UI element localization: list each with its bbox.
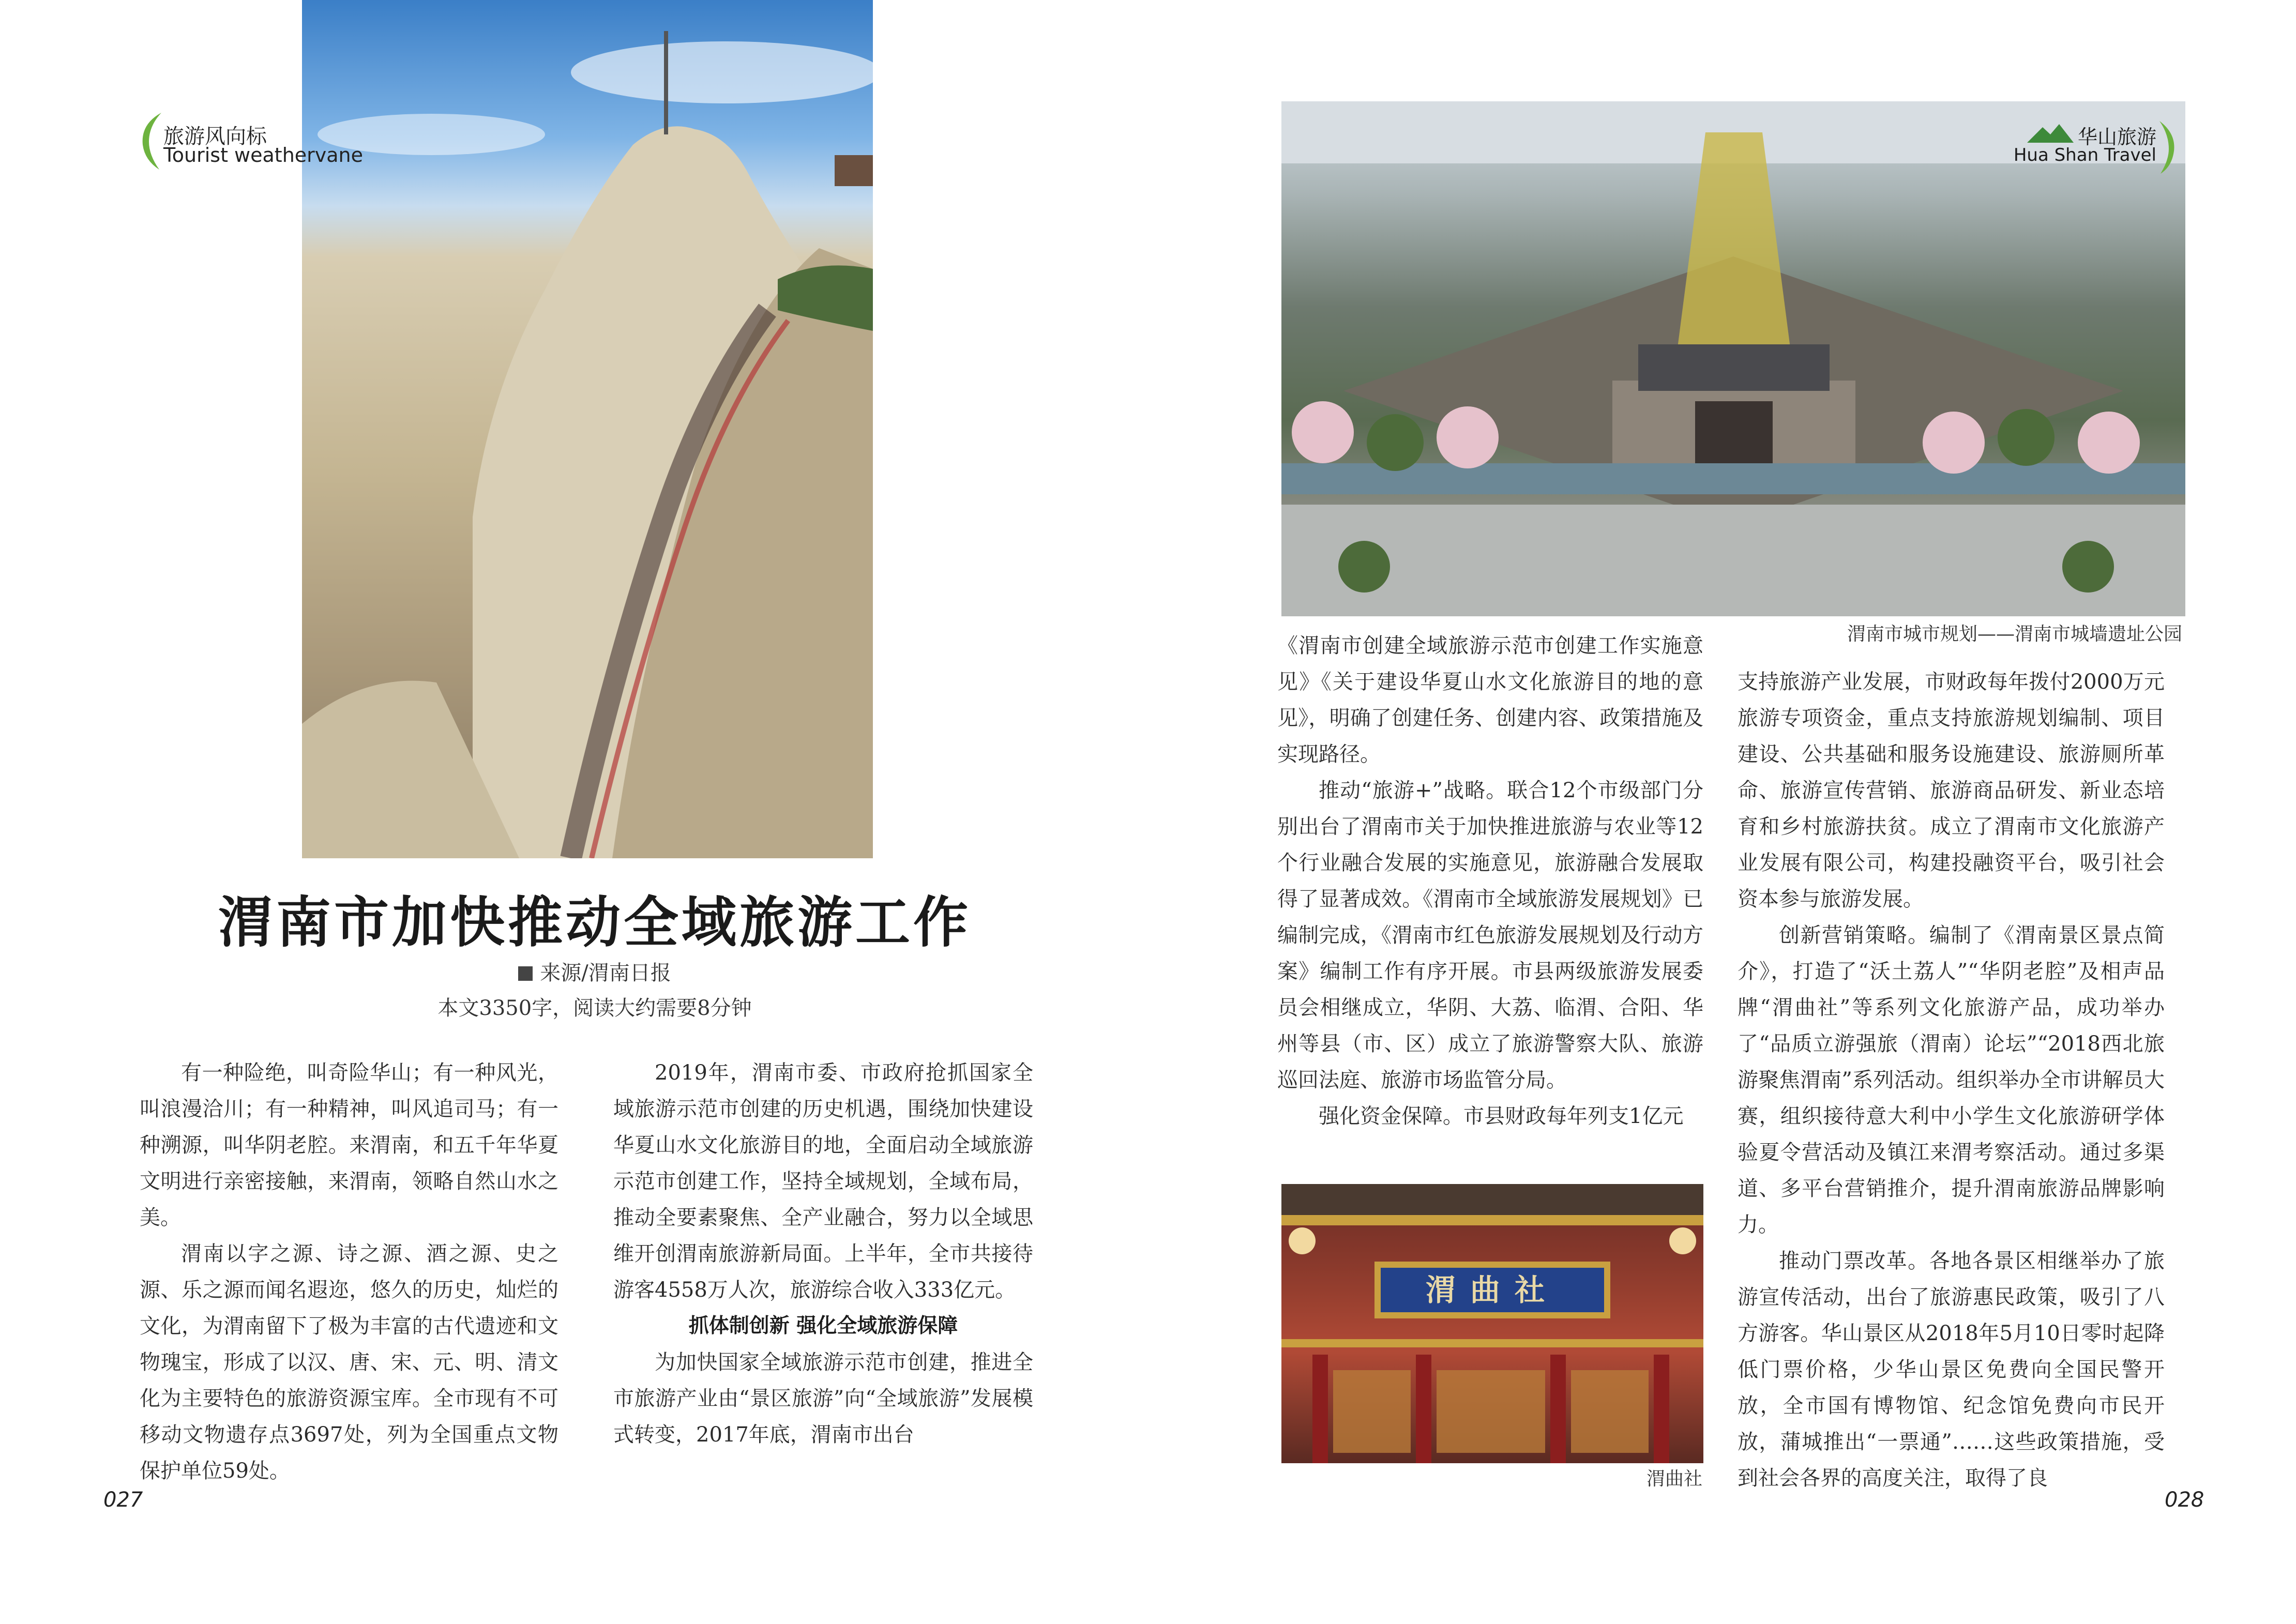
- brand-logo: [2006, 118, 2177, 180]
- weiqushe-photo: [1281, 1184, 1703, 1463]
- section-heading: 抓体制创新 强化全域旅游保障: [688, 1314, 958, 1338]
- weiqushe-caption: 渭曲社: [1646, 1468, 1702, 1490]
- paragraph: 《渭南市创建全域旅游示范市创建工作实施意见》《关于建设华夏山水文化旅游目的地的意见》，明确了创建任务、创建内容、政策措施及实现路径。: [1277, 634, 1703, 766]
- column-3: [1277, 628, 1703, 1134]
- brand-label-cn: 华山旅游: [2077, 126, 2156, 148]
- weiqushe-illustration: [1281, 1184, 1703, 1463]
- paragraph: 强化资金保障。市县财政每年列支1亿元: [1319, 1104, 1684, 1128]
- brand-label-en: Hua Shan Travel: [2013, 145, 2156, 165]
- page-number-left: 027: [103, 1488, 143, 1512]
- paragraph: 为加快国家全域旅游示范市创建，推进全市旅游产业由“景区旅游”向“全域旅游”发展模式转变，2017年底，渭南市出台: [613, 1350, 1033, 1447]
- section-label-cn: 旅游风向标: [163, 125, 267, 148]
- city-plan-caption: 渭南市城市规划——渭南市城墙遗址公园: [1847, 624, 2182, 645]
- paragraph: 支持旅游产业发展，市财政每年拨付2000万元旅游专项资金，重点支持旅游规划编制、项目建设、公共基础和服务设施建设、旅游厕所革命、旅游宣传营销、旅游商品研发、新业态培育和乡村旅游扶贫。成立了渭南市文化旅游产业发展有限公司，构建投融资平台，吸引社会资本参与旅游发展。: [1738, 670, 2165, 911]
- column-1: [140, 1055, 558, 1489]
- weiqushe-sign: 渭曲社: [1425, 1272, 1559, 1308]
- source-text: 来源/渭南日报: [540, 961, 671, 985]
- column-2: [613, 1055, 1033, 1453]
- square-bullet-icon: [518, 966, 533, 981]
- leaf-arc-icon: [2156, 118, 2177, 175]
- column-4: [1738, 664, 2165, 1496]
- paragraph: 创新营销策略。编制了《渭南景区景点简介》，打造了“沃土荔人”“华阴老腔”及相声品牌“渭曲社”等系列文化旅游产品，成功举办了“品质立游强旅（渭南）论坛”“2018西北旅游聚焦渭南”系列活动。组织举办全市讲解员大赛，组织接待意大利中小学生文化旅游研学体验夏令营活动及镇江来渭考察活动。通过多渠道、多平台营销推介，提升渭南旅游品牌影响力。: [1738, 923, 2165, 1237]
- paragraph: 推动门票改革。各地各景区相继举办了旅游宣传活动，出台了旅游惠民政策，吸引了八方游客。华山景区从2018年5月10日零时起降低门票价格，少华山景区免费向全国民警开放，全市国有博物馆、纪念馆免费向市民开放，蒲城推出“一票通”……这些政策措施，受到社会各界的高度关注，取得了良: [1738, 1249, 2165, 1490]
- leaf-arc-icon: [135, 109, 167, 171]
- article-source: [310, 957, 879, 986]
- read-time: 本文3350字，阅读大约需要8分钟: [437, 996, 752, 1020]
- paragraph: 有一种险绝，叫奇险华山；有一种风光，叫浪漫洽川；有一种精神，叫风追司马；有一种溯源，叫华阴老腔。来渭南，和五千年华夏文明进行亲密接触，来渭南，领略自然山水之美。: [140, 1061, 558, 1230]
- page-number-right: 028: [2165, 1488, 2204, 1512]
- paragraph: 推动“旅游+”战略。联合12个市级部门分别出台了渭南市关于加快推进旅游与农业等12个行业融合发展的实施意见，旅游融合发展取得了显著成效。《渭南市全域旅游发展规划》已编制完成，《渭南市红色旅游发展规划及行动方案》编制工作有序开展。市县两级旅游发展委员会相继成立，华阴、大荔、临渭、合阳、华州等县（市、区）成立了旅游警察大队、旅游巡回法庭、旅游市场监管分局。: [1277, 779, 1703, 1092]
- article-title: 渭南市加快推动全域旅游工作: [218, 891, 971, 954]
- huashan-cliff-illustration: [302, 0, 873, 858]
- huashan-cliff-photo: [302, 0, 873, 858]
- paragraph: 渭南以字之源、诗之源、酒之源、史之源、乐之源而闻名遐迩，悠久的历史，灿烂的文化，为渭南留下了极为丰富的古代遗迹和文物瑰宝，形成了以汉、唐、宋、元、明、清文化为主要特色的旅游资源宝库。全市现有不可移动文物遗存点3697处，列为全国重点文物保护单位59处。: [140, 1242, 558, 1483]
- paragraph: 2019年，渭南市委、市政府抢抓国家全域旅游示范市创建的历史机遇，围绕加快建设华夏山水文化旅游目的地，全面启动全域旅游示范市创建工作，坚持全域规划，全域布局，推动全要素聚焦、全产业融合，努力以全域思维开创渭南旅游新局面。上半年，全市共接待游客4558万人次，旅游综合收入333亿元。: [613, 1061, 1033, 1302]
- section-label-en: Tourist weathervane: [163, 144, 364, 166]
